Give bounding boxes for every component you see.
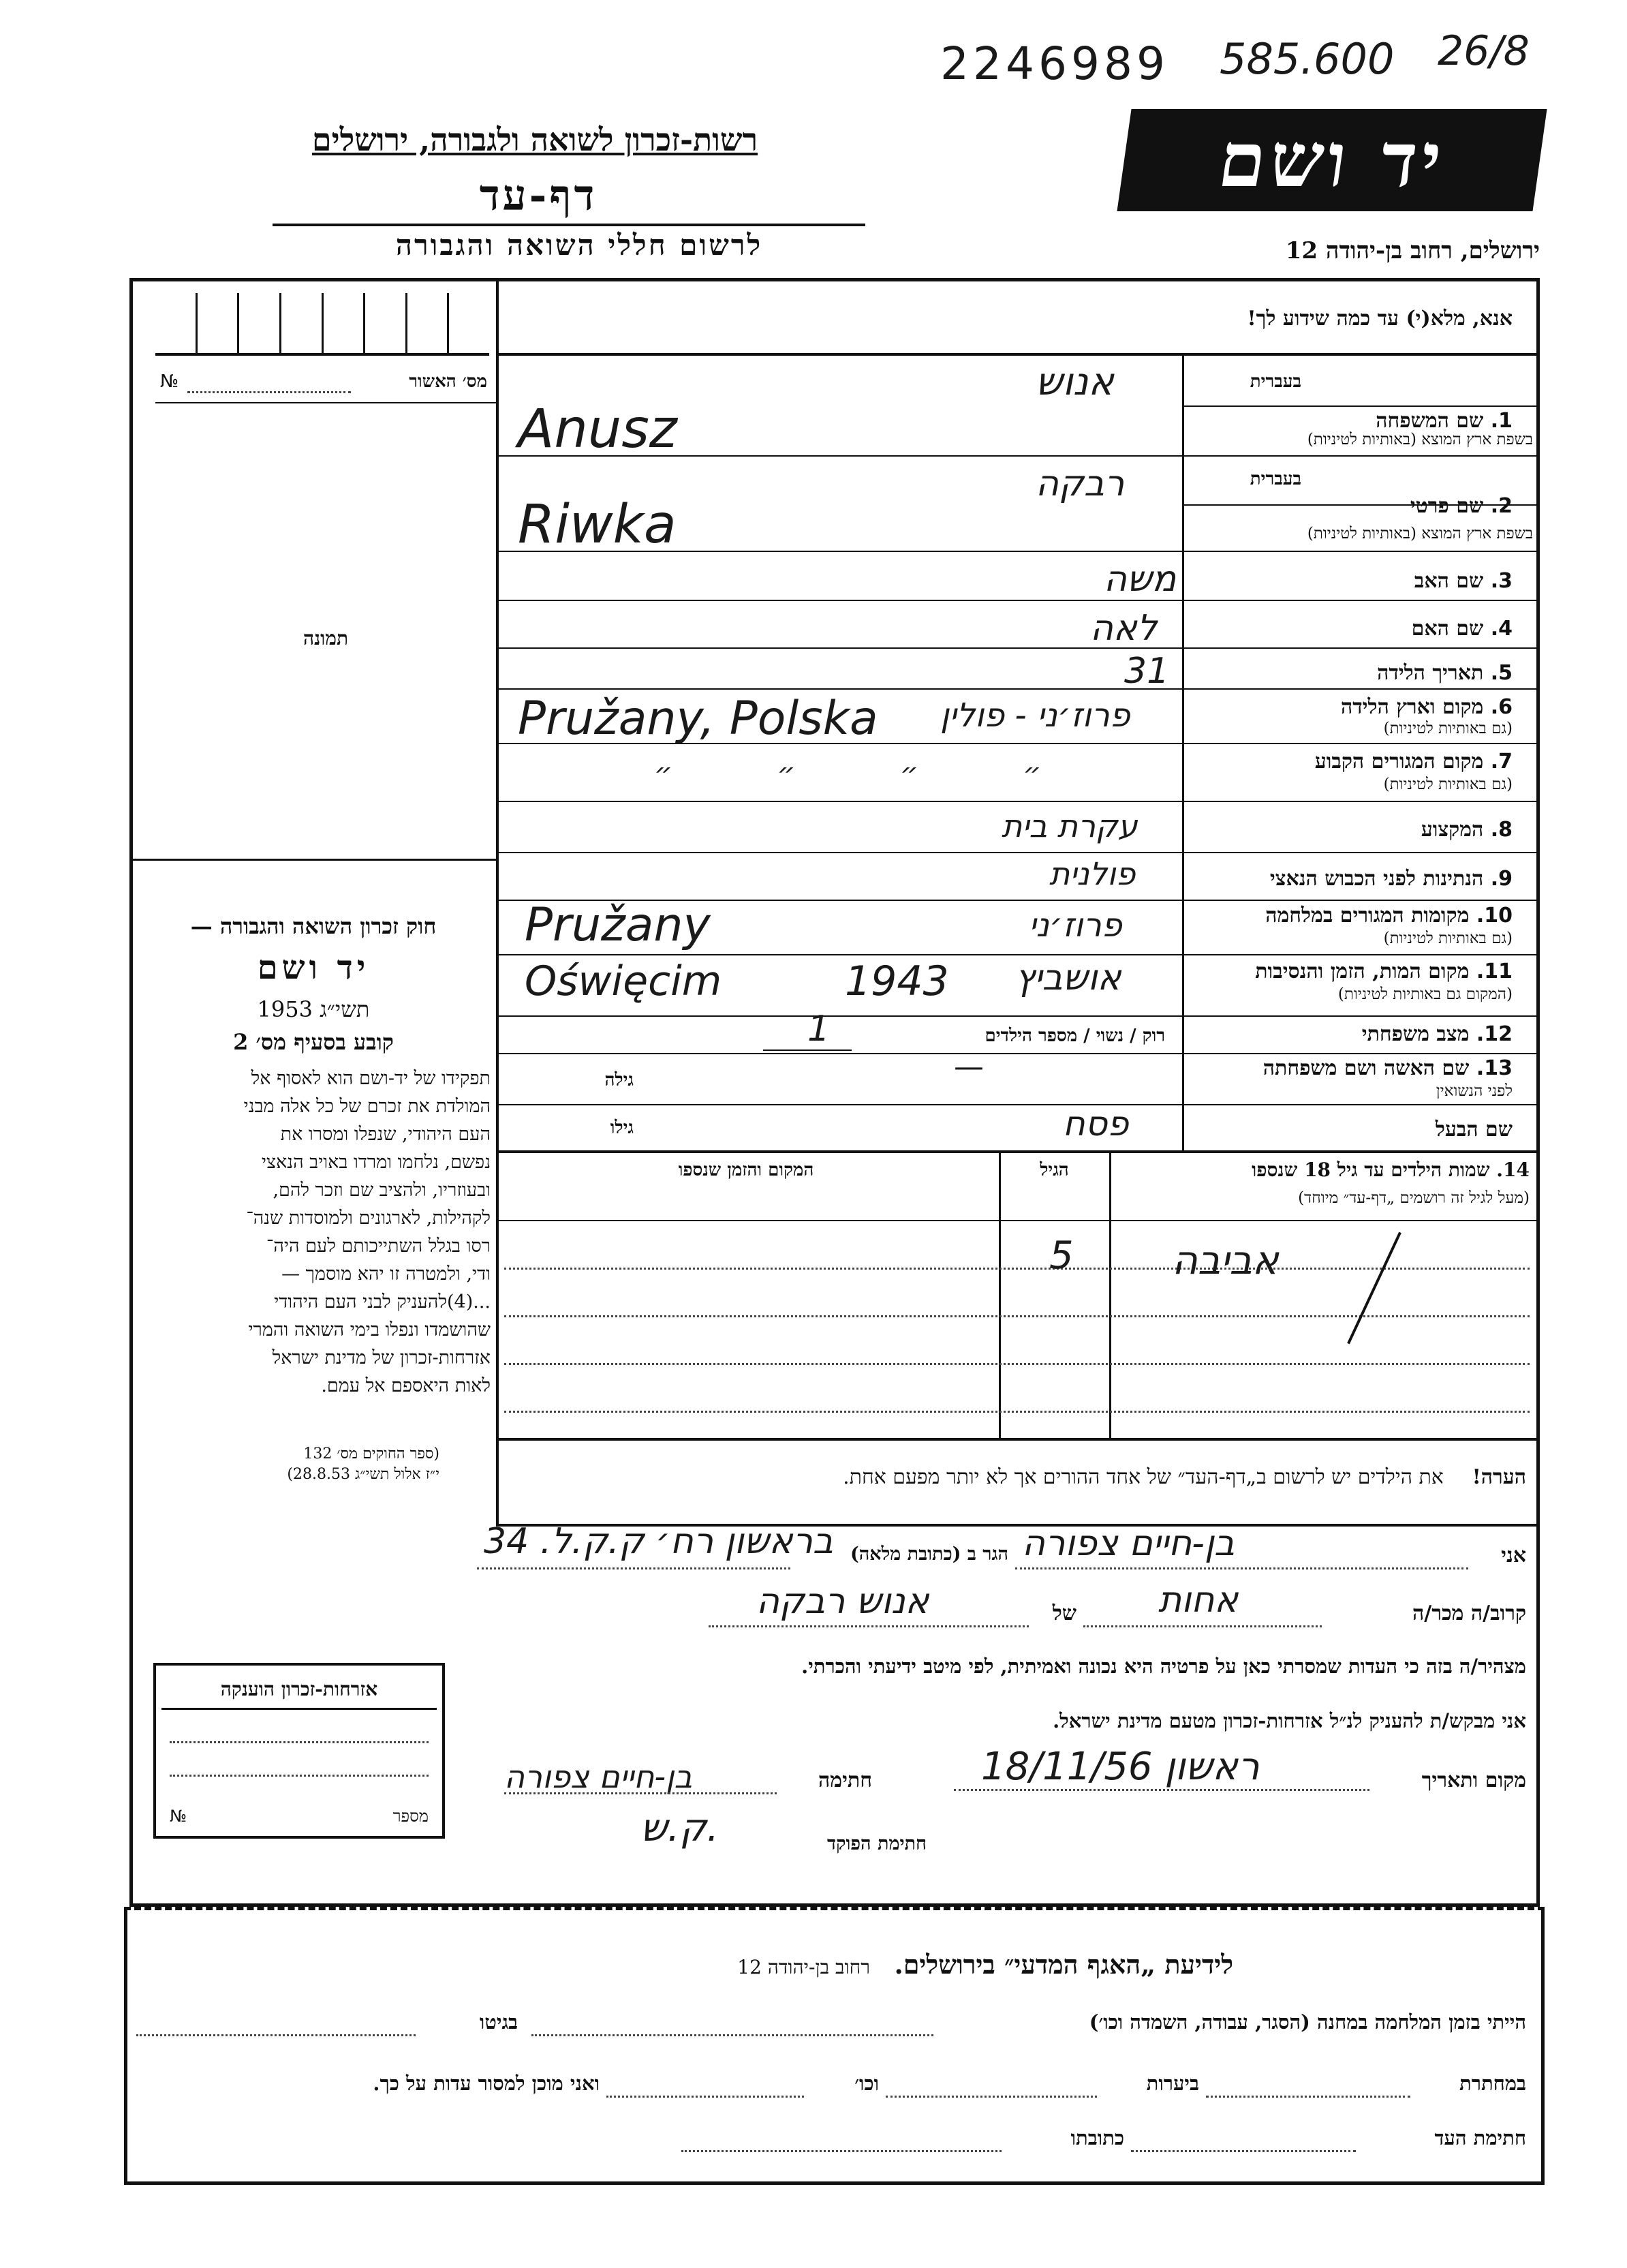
field-13-text: שם האשה ושם משפחתה [1262,1056,1470,1080]
children-col-divider [999,1152,1001,1438]
row-rule [496,954,1536,955]
field-12-underline [763,1049,852,1051]
stamp-number-label: מספר [392,1807,429,1826]
place-date-line [954,1789,1369,1791]
field-11-text: מקום המות, הזמן והנסיבות [1255,960,1470,983]
law-section: קובע בסעיף מס׳ 2 [233,1029,394,1055]
law-text-line: רסו בגלל השתייכותם לעם היה־ [266,1236,491,1257]
footer-ghetto-label: בגיטו [479,2010,518,2034]
footer-camp-field[interactable] [531,2034,933,2036]
form-subtitle: לרשום חללי השואה והגבורה [395,228,763,262]
footer-ghetto-field[interactable] [136,2034,416,2036]
field-1-hebrew-tag: בעברית [1250,371,1301,392]
field-1-num: 1. [1490,409,1513,433]
note [508,1465,1526,1489]
field-3-label [1192,569,1513,593]
declarant-signature[interactable]: בן-חיים צפורה [504,1758,693,1795]
children-col-divider [1109,1152,1111,1438]
signature-line [504,1792,777,1794]
field-5-label [1192,661,1513,685]
footer-etc-field[interactable] [606,2096,804,2098]
declaration-request: אני מבקש/ת להעניק לנ״ל אזרחות-זכרון מטעם מדינת ישראל. [1053,1709,1526,1732]
law-text-line: ובעוזריו, ולהציב שם וזכר להם, [273,1180,491,1201]
field-10-value-latin[interactable]: Pružany [525,898,711,952]
footer-underground-field[interactable] [1206,2096,1410,2098]
field-2-text: שם פרטי [1410,494,1484,518]
row-rule [496,852,1536,853]
approval-rule [155,402,496,403]
approval-boxes [155,293,489,356]
handwritten-page-number: 26/8 [1438,27,1530,75]
row-rule [496,1104,1536,1105]
field-7-label [1192,750,1513,773]
field-12-text: מצב משפחתי [1361,1022,1470,1046]
declarant-name-line [1015,1567,1468,1569]
form-title: דף-עד [479,170,598,220]
field-1-value-latin[interactable]: Anusz [518,399,677,460]
child-age[interactable]: 5 [1049,1233,1074,1278]
footer-witness-signature-field[interactable] [1131,2150,1356,2152]
law-name: יד ושם [257,949,370,987]
field-2-sub: בשפת ארץ המוצא (באותיות לטיניות) [1307,525,1533,542]
law-text-line: שהושמדו ונפלו בימי השואה והמרי [248,1319,491,1340]
field-4-text: שם האם [1411,617,1484,641]
field-8-text: המקצוע [1421,818,1484,842]
field-7-sub: (גם באותיות לטיניות) [1383,776,1513,793]
logo-text: יד ושם [1213,116,1451,204]
field-8-value[interactable]: עקרת בית [1002,808,1138,844]
field-8-num: 8. [1490,818,1513,842]
address-line [477,1567,790,1569]
field-11-value-latin[interactable]: Oświęcim [525,957,722,1005]
signature-label: חתימה [818,1768,872,1792]
sub-rule [1182,405,1536,407]
row-rule [496,801,1536,802]
field-2-label [1192,494,1513,518]
husband-value[interactable]: פסח [1063,1104,1129,1144]
place-date-label: מקום ותאריך [1421,1768,1526,1792]
field-9-value[interactable]: פולנית [1049,855,1136,892]
row-rule [496,600,1536,601]
approval-number-field[interactable] [187,391,351,393]
title-rule [273,224,865,226]
row-rule [496,1150,1536,1153]
declaration-ani: אני [1501,1544,1526,1567]
law-text-line: לקהילות, לארגונים ולמוסדות שנה־ [246,1208,491,1229]
approval-no-mark: № [160,371,179,392]
of-name[interactable]: אנוש רבקה [756,1581,929,1622]
field-10-value-hebrew[interactable]: פרוז׳ני [1029,906,1122,945]
field-12-inline-label: רוק / נשוי / מספר הילדים [985,1026,1165,1046]
children-label: 14. שמות הילדים עד גיל 18 שנספו [1252,1159,1530,1181]
children-row-line [504,1315,1530,1317]
law-title: חוק זכרון השואה והגבורה — [190,913,437,939]
field-2-value-latin[interactable]: Riwka [518,494,677,555]
field-6-value-latin[interactable]: Pružany, Polska [518,692,878,746]
approval-number-label: מס׳ האשור [409,371,487,392]
footer-camp-label: הייתי בזמן המלחמה במחנה (הסגר, עבודה, השמדה וכו׳) [1089,2010,1526,2034]
field-7-text: מקום המגורים הקבוע [1314,750,1484,773]
law-text-line: המולדת את זכרם של כל אלה מבני [243,1096,491,1117]
field-1-sub: בשפת ארץ המוצא (באותיות לטיניות) [1307,431,1533,448]
yad-vashem-logo [1117,109,1547,211]
label-column-divider [1182,354,1184,1152]
footer-title-text: לידיעת „האגף המדעי״ בירושלים. [894,1949,1233,1980]
address-line: ירושלים, רחוב בן-יהודה 12 [1285,237,1540,264]
law-text-line: לאות היאספם אל עמם. [321,1375,491,1396]
photo-label: תמונה [303,627,349,649]
field-1-value-hebrew[interactable]: אנוש [1036,360,1114,404]
law-text [136,1064,491,1400]
footer-testimony-label: ואני מוכן למסור עדות על כך. [373,2072,600,2095]
field-10-label [1192,904,1513,928]
field-13-num: 13. [1476,1056,1513,1080]
field-10-num: 10. [1476,904,1513,928]
field-13-sub: לפני הנשואין [1436,1082,1513,1100]
field-6-text: מקום וארץ הלידה [1340,695,1484,719]
field-6-label [1192,695,1513,719]
field-12-label [1192,1022,1513,1046]
field-7-value[interactable]: ״ ״ ״ ״ [654,756,1089,790]
footer-address-label: כתובתו [1070,2126,1124,2149]
field-9-label [1192,867,1513,891]
children-col-age: הגיל [1040,1160,1069,1180]
field-6-value-hebrew[interactable]: פרוז׳ני - פולין [940,696,1130,735]
field-3-text: שם האב [1414,569,1484,593]
declaration-statement: מצהיר/ה בזה כי העדות שמסרתי כאן על פרטיה היא נכונה ואמיתית, לפי מיטב ידיעתי והכרתי. [801,1655,1526,1678]
field-7-num: 7. [1490,750,1513,773]
field-3-num: 3. [1490,569,1513,593]
footer-witness-signature-label: חתימת העד [1434,2126,1526,2149]
relation-label: קרוב/ה מכר/ה [1412,1602,1526,1625]
note-rule [496,1438,1536,1441]
relation-value[interactable]: אחות [1158,1580,1239,1621]
note-text: את הילדים יש לרשום ב„דף-העד״ של אחד ההורים אך לא יותר מפעם אחת. [843,1465,1444,1489]
field-13-value[interactable]: — [954,1049,984,1084]
field-8-label [1192,818,1513,842]
law-text-line: תפקידו של יד-ושם הוא לאסוף אל [251,1068,491,1089]
field-9-num: 9. [1490,867,1513,891]
children-col-place: המקום והזמן שנספו [678,1160,814,1180]
field-4-label [1192,617,1513,641]
footer-title [477,1949,1233,1980]
of-label: של [1052,1602,1076,1625]
officer-signature[interactable]: ק.ש. [640,1806,719,1850]
children-header-rule [496,1220,1536,1221]
law-text-line: אזרחות-זכרון של מדינת ישראל [272,1347,491,1368]
stamp-no-mark: № [170,1807,187,1826]
field-5-text: תאריך הלידה [1377,661,1484,685]
field-1-label [1192,409,1513,433]
field-11-value-year[interactable]: 1943 [845,957,949,1005]
field-11-num: 11. [1476,960,1513,983]
field-12-value[interactable]: 1 [807,1009,831,1049]
photo-rule [129,859,497,861]
footer-underground-label: במחתרת [1459,2072,1526,2095]
row-rule [496,688,1536,690]
field-2-hebrew-tag: בעברית [1250,469,1301,489]
law-reference-1: (ספר החוקים מס׳ 132 [303,1445,439,1462]
field-13-label [1192,1056,1513,1080]
field-9-text: הנתינות לפני הכבוש הנאצי [1269,867,1484,891]
declarant-name[interactable]: בן-חיים צפורה [1022,1523,1235,1564]
field-10-text: מקומות המגורים במלחמה [1265,904,1470,928]
place-date-value[interactable]: ראשון 18/11/56 [981,1745,1260,1789]
husband-label: שם הבעל [1435,1118,1513,1141]
field-6-sub: (גם באותיות לטיניות) [1383,720,1513,737]
field-3-value[interactable]: משה [1104,559,1177,600]
children-row-line [504,1363,1530,1365]
husband-age-label: גילו [610,1118,634,1138]
row-rule [496,1015,1536,1017]
field-11-label [1192,960,1513,983]
law-year: תשי״ג 1953 [257,996,370,1022]
footer-address: רחוב בן-יהודה 12 [737,1956,870,1978]
archive-stamp-number: 2246989 [940,37,1169,90]
officer-label: חתימת הפוקד [827,1833,927,1854]
field-12-num: 12. [1476,1022,1513,1046]
law-reference-2: י״ז אלול תשי״ג 28.8.53) [287,1466,439,1483]
field-4-value[interactable]: לאה [1090,608,1158,649]
field-11-value-hebrew[interactable]: אושביץ [1015,957,1121,998]
field-2-num: 2. [1490,494,1513,518]
stamp-title: אזרחות-זכרון הוענקה [220,1678,378,1700]
of-name-line [709,1625,1029,1627]
citizenship-stamp-box [153,1663,445,1839]
footer-etc-label: וכו׳ [854,2072,879,2095]
footer-address-field[interactable] [681,2150,1002,2152]
handwritten-reference: 585.600 [1220,34,1395,84]
field-2-value-hebrew[interactable]: רבקה [1036,463,1125,504]
children-sub: (מעל לגיל זה רושמים „דף-עד״ מיוחד) [1298,1189,1530,1207]
law-text-line: ...(4)להעניק לבני העם היהודי [274,1291,491,1313]
row-rule [496,1053,1536,1054]
note-label: הערה! [1472,1465,1526,1489]
law-text-line: נפשם, נלחמו ומרדו באויב הנאצי [261,1152,491,1173]
children-row-line [504,1268,1530,1270]
field-5-value[interactable]: 31 [1124,651,1170,692]
declarant-address[interactable]: בראשון רח׳ ק.ק.ל. 34 [484,1521,833,1562]
intro-rule [496,353,1536,356]
intro-instruction: אנא, מלא(י) עד כמה שידוע לך! [1247,307,1513,331]
field-4-num: 4. [1490,617,1513,641]
footer-forests-label: ביערות [1146,2072,1199,2095]
footer-forests-field[interactable] [886,2096,1097,2098]
row-rule [496,647,1536,649]
child-name[interactable]: אביבה [1172,1237,1279,1283]
resides-label: הגר ב (כתובת מלאה) [850,1544,1008,1565]
field-11-sub: (המקום גם באותיות לטיניות) [1337,985,1513,1003]
field-6-num: 6. [1490,695,1513,719]
relation-line [1083,1625,1322,1627]
field-1-text: שם המשפחה [1376,409,1484,433]
field-13-age-label: גילה [604,1070,634,1090]
left-column-divider [496,278,499,1527]
law-text-line: העם היהודי, שנפלו ומסרו את [280,1124,491,1145]
field-5-num: 5. [1490,661,1513,685]
field-10-sub: (גם באותיות לטיניות) [1383,930,1513,947]
law-text-line: ודי, ולמטרה זו יהא מוסמך — [281,1263,491,1285]
children-row-line [504,1411,1530,1413]
authority-line: רשות-זכרון לשואה ולגבורה, ירושלים [311,121,758,158]
